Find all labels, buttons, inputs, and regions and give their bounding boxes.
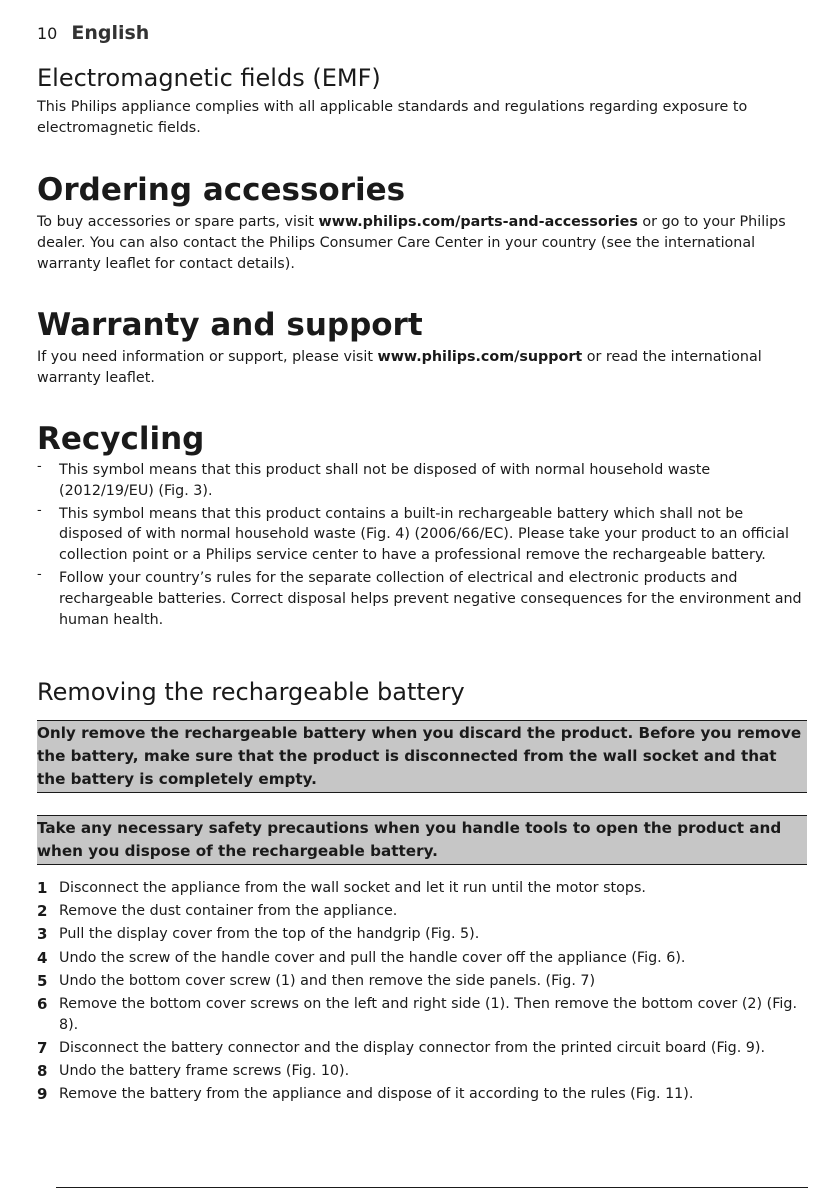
- step-item: [37, 878, 807, 899]
- support-link[interactable]: www.philips.com/support: [377, 349, 583, 365]
- footer-divider: [56, 1187, 808, 1188]
- warranty-title: Warranty and support: [37, 307, 423, 343]
- emf-section: [37, 63, 807, 139]
- list-item-text: This symbol means that this product shall not be disposed of with normal household waste (2012/19/EU) (Fig. 3).: [59, 462, 711, 499]
- step-number: 9: [37, 1085, 48, 1104]
- step-text: Remove the bottom cover screws on the left and right side (1). Then remove the bottom cover (2) (Fig. 8).: [59, 995, 798, 1033]
- step-number: 1: [37, 879, 48, 897]
- recycling-title: Recycling: [37, 421, 205, 457]
- ordering-link[interactable]: www.philips.com/parts-and-accessories: [318, 214, 638, 230]
- warranty-text-after: or read the international warranty leaflet.: [37, 349, 762, 386]
- step-number: 8: [37, 1062, 48, 1081]
- ordering-title: Ordering accessories: [37, 172, 406, 208]
- step-text: Undo the screw of the handle cover and pull the handle cover off the appliance (Fig. 6).: [59, 949, 686, 966]
- bullet-marker: -: [37, 459, 42, 474]
- step-number: 5: [37, 971, 48, 990]
- step-text: Undo the battery frame screws (Fig. 10).: [59, 1063, 350, 1080]
- step-number: 7: [37, 1038, 48, 1057]
- page-number: 10: [37, 24, 58, 43]
- step-number: 4: [37, 948, 48, 967]
- steps-list: [37, 878, 807, 1105]
- step-text: Pull the display cover from the top of the handgrip (Fig. 5).: [59, 926, 480, 943]
- list-item: [37, 460, 807, 502]
- step-item: [37, 901, 807, 922]
- page-header: [37, 22, 149, 44]
- step-text: Undo the bottom cover screw (1) and then remove the side panels. (Fig. 7): [59, 972, 596, 989]
- warranty-section: [37, 306, 807, 389]
- ordering-section: [37, 171, 807, 274]
- step-text: Remove the dust container from the appliance.: [59, 903, 398, 920]
- emf-text: This Philips appliance complies with all applicable standards and regulations regarding exposure to electromagnetic fields.: [37, 99, 748, 136]
- list-item-text: Follow your country’s rules for the separate collection of electrical and electronic products and rechargeable batteries. Correct disposal helps prevent negative consequences for the environment and human health.: [59, 569, 802, 628]
- removing-section: [37, 677, 807, 1107]
- ordering-text: [37, 212, 807, 274]
- step-item: [37, 948, 807, 969]
- step-item: [37, 994, 807, 1036]
- step-text: Disconnect the appliance from the wall socket and let it run until the motor stops.: [59, 880, 646, 896]
- warning-box-1: Only remove the rechargeable battery when you discard the product. Before you remove the battery, make sure that the product is disconnected from the wall socket and that the battery is completely empty.: [37, 720, 807, 793]
- warranty-text: [37, 347, 807, 389]
- step-number: 6: [37, 994, 48, 1013]
- step-item: [37, 924, 807, 945]
- bullet-marker: -: [37, 502, 42, 518]
- step-item: [37, 971, 807, 992]
- page-language: English: [71, 22, 150, 44]
- recycling-list: [37, 460, 807, 630]
- step-number: 3: [37, 925, 48, 944]
- ordering-text-before: To buy accessories or spare parts, visit: [37, 214, 319, 230]
- step-number: 2: [37, 902, 48, 921]
- step-text: Disconnect the battery connector and the display connector from the printed circuit board (Fig. 9).: [59, 1039, 765, 1056]
- step-item: [37, 1084, 807, 1105]
- emf-title: Electromagnetic fields (EMF): [37, 64, 381, 92]
- ordering-text-after: or go to your Philips dealer. You can also contact the Philips Consumer Care Center in your country (see the international warranty leaflet for contact details).: [37, 214, 786, 272]
- step-text: Remove the battery from the appliance and dispose of it according to the rules (Fig. 11).: [59, 1086, 694, 1103]
- list-item: [37, 504, 807, 566]
- recycling-section: [37, 420, 807, 632]
- list-item-text: This symbol means that this product contains a built-in rechargeable battery which shall not be disposed of with normal household waste (Fig. 4) (2006/66/EC). Please take your product to an official collection point or a Philips service center to have a professional remove the rechargeable battery.: [59, 505, 790, 564]
- warranty-text-before: If you need information or support, please visit: [37, 349, 378, 365]
- warning-box-2: Take any necessary safety precautions when you handle tools to open the product and when you dispose of the rechargeable battery.: [37, 815, 807, 865]
- step-item: [37, 1061, 807, 1082]
- bullet-marker: -: [37, 566, 42, 582]
- list-item: [37, 568, 807, 630]
- removing-title: Removing the rechargeable battery: [37, 678, 465, 706]
- step-item: [37, 1038, 807, 1059]
